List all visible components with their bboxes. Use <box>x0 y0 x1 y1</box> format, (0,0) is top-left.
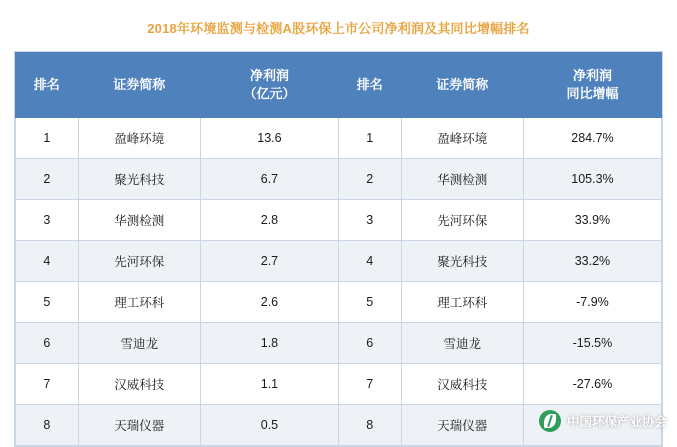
cell-rank-right: 3 <box>338 200 401 241</box>
cell-profit: 2.7 <box>200 241 338 282</box>
column-header-name-left <box>78 53 200 118</box>
cell-name-right: 盈峰环境 <box>401 118 523 159</box>
cell-profit: 0.5 <box>200 405 338 446</box>
cell-rank-right: 7 <box>338 364 401 405</box>
ranking-table <box>15 52 662 446</box>
cell-rank-left: 7 <box>16 364 79 405</box>
cell-profit: 6.7 <box>200 159 338 200</box>
column-header-rank-left-line1: 排名 <box>33 77 60 93</box>
cell-rank-left: 4 <box>16 241 79 282</box>
table-row <box>16 118 662 159</box>
cell-rank-right: 8 <box>338 405 401 446</box>
table-row <box>16 159 662 200</box>
cell-profit: 1.1 <box>200 364 338 405</box>
table-body <box>16 118 662 446</box>
cell-growth: -7.9% <box>523 282 661 323</box>
column-header-rank-right-line1: 排名 <box>356 77 383 93</box>
cell-rank-left: 5 <box>16 282 79 323</box>
cell-rank-left: 8 <box>16 405 79 446</box>
cell-name-right: 华测检测 <box>401 159 523 200</box>
cell-profit: 13.6 <box>200 118 338 159</box>
cell-rank-left: 6 <box>16 323 79 364</box>
cell-rank-left: 2 <box>16 159 79 200</box>
cell-name-right: 雪迪龙 <box>401 323 523 364</box>
cell-name-right: 理工环科 <box>401 282 523 323</box>
table-row <box>16 282 662 323</box>
cell-rank-right: 5 <box>338 282 401 323</box>
page-title: 2018年环境监测与检测A股环保上市公司净利润及其同比增幅排名 <box>147 21 530 36</box>
column-header-profit-line1: 净利润 <box>249 68 289 84</box>
cell-profit: 1.8 <box>200 323 338 364</box>
cell-rank-right: 1 <box>338 118 401 159</box>
cell-profit: 2.6 <box>200 282 338 323</box>
cell-name-right: 先河环保 <box>401 200 523 241</box>
cell-name-right: 聚光科技 <box>401 241 523 282</box>
cell-name-left: 华测检测 <box>78 200 200 241</box>
table-row <box>16 241 662 282</box>
cell-growth: 33.9% <box>523 200 661 241</box>
column-header-name-left-line1: 证券简称 <box>113 77 166 93</box>
cell-rank-left: 3 <box>16 200 79 241</box>
column-header-rank-left <box>16 53 79 118</box>
cell-profit: 2.8 <box>200 200 338 241</box>
cell-name-right: 汉威科技 <box>401 364 523 405</box>
column-header-growth <box>523 53 661 118</box>
cell-name-left: 汉威科技 <box>78 364 200 405</box>
column-header-growth-line1: 净利润 <box>572 68 612 84</box>
table-row <box>16 405 662 446</box>
table-row <box>16 364 662 405</box>
column-header-name-right-line1: 证券简称 <box>436 77 489 93</box>
cell-rank-right: 2 <box>338 159 401 200</box>
cell-name-left: 聚光科技 <box>78 159 200 200</box>
cell-growth: 284.7% <box>523 118 661 159</box>
cell-rank-left: 1 <box>16 118 79 159</box>
cell-rank-right: 6 <box>338 323 401 364</box>
column-header-profit-line2: （亿元） <box>243 86 296 101</box>
column-header-growth-line2: 同比增幅 <box>566 86 619 101</box>
cell-name-right: 天瑞仪器 <box>401 405 523 446</box>
column-header-rank-right <box>338 53 401 118</box>
table-row <box>16 200 662 241</box>
cell-growth <box>523 405 661 446</box>
ranking-table-container <box>14 51 663 447</box>
cell-growth: 105.3% <box>523 159 661 200</box>
watermark-label: 中国环保产业协会 <box>566 415 667 429</box>
column-header-profit <box>200 53 338 118</box>
cell-name-left: 雪迪龙 <box>78 323 200 364</box>
table-row <box>16 323 662 364</box>
column-header-name-right <box>401 53 523 118</box>
cell-rank-right: 4 <box>338 241 401 282</box>
table-header <box>16 53 662 118</box>
cell-growth: -27.6% <box>523 364 661 405</box>
cell-name-left: 天瑞仪器 <box>78 405 200 446</box>
cell-name-left: 先河环保 <box>78 241 200 282</box>
cell-growth: 33.2% <box>523 241 661 282</box>
cell-growth: -15.5% <box>523 323 661 364</box>
cell-name-left: 盈峰环境 <box>78 118 200 159</box>
cell-name-left: 理工环科 <box>78 282 200 323</box>
table-header-row <box>16 53 662 118</box>
